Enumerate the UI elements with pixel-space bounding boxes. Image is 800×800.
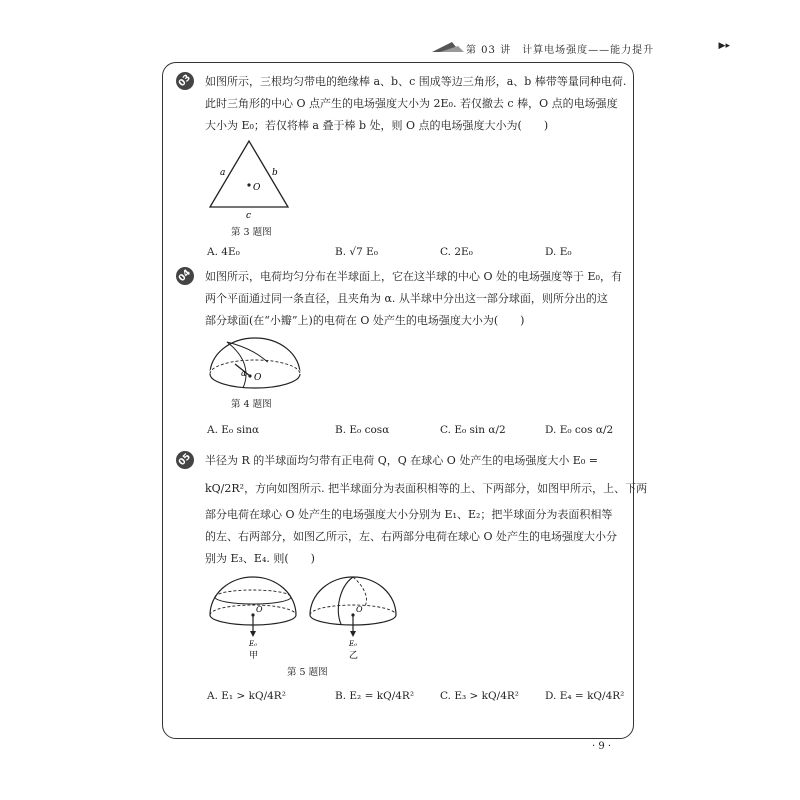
question-5-option-d[interactable]: D. E₄ = kQ/4R² <box>545 690 625 702</box>
jia-label: 甲 <box>249 651 259 660</box>
question-4-option-d[interactable]: D. E₀ cos α/2 <box>545 424 614 436</box>
question-5-line-3: 部分电荷在球心 O 处产生的电场强度大小分别为 E₁、E₂；把半球面分为表面积相等 <box>205 508 613 521</box>
question-3-line-3: 大小为 E₀；若仅将棒 a 叠于棒 b 处，则 O 点的电场强度大小为( ) <box>205 119 549 132</box>
question-3-option-c[interactable]: C. 2E₀ <box>440 246 473 258</box>
question-4-option-a[interactable]: A. E₀ sinα <box>207 424 260 436</box>
question-5-option-c[interactable]: C. E₃ > kQ/4R² <box>440 690 519 702</box>
question-4-option-c[interactable]: C. E₀ sin α/2 <box>440 424 506 436</box>
question-5-option-b[interactable]: B. E₂ = kQ/4R² <box>335 690 415 702</box>
triangle-figure <box>200 135 300 220</box>
question-4-line-3: 部分球面(在“小瓣”上)的电荷在 O 处产生的电场强度大小为( ) <box>205 314 525 327</box>
question-5-line-4: 的左、右两部分，如图乙所示，左、右两部分电荷在球心 O 处产生的电场强度大小分 <box>205 530 618 543</box>
question-3-option-b[interactable]: B. √7 E₀ <box>335 246 378 258</box>
question-3-line-2: 此时三角形的中心 O 点产生的电场强度大小为 2E₀. 若仅撤去 c 棒，O 点的电场强度 <box>205 97 618 110</box>
question-5-line-1: 半径为 R 的半球面均匀带有正电荷 Q，Q 在球心 O 处产生的电场强度大小 E₀ = <box>205 454 598 467</box>
hemisphere-label-o: O <box>254 373 262 383</box>
hemisphere-yi-figure <box>305 575 400 660</box>
question-3-line-1: 如图所示，三根均匀带电的绝缘棒 a、b、c 围成等边三角形，a、b 棒带等量同种电荷. <box>205 75 627 88</box>
yi-label: 乙 <box>349 651 359 660</box>
question-number-badge: 04 <box>172 263 197 288</box>
figure-4-caption: 第 4 题图 <box>231 399 272 410</box>
figure-5-caption: 第 5 题图 <box>287 667 328 678</box>
question-4-line-1: 如图所示，电荷均匀分布在半球面上，它在这半球的中心 O 处的电场强度等于 E₀，有 <box>205 270 622 283</box>
page-number: · 9 · <box>592 741 612 752</box>
hemisphere-label-alpha: α <box>241 369 247 378</box>
figure-3-caption: 第 3 题图 <box>231 227 272 238</box>
triangle-label-c: c <box>246 211 252 220</box>
question-5-option-a[interactable]: A. E₁ > kQ/4R² <box>207 690 286 702</box>
triangle-label-o: O <box>253 183 261 193</box>
question-3-option-d[interactable]: D. E₀ <box>545 246 572 258</box>
jia-label-e0: E₀ <box>249 640 257 648</box>
yi-label-e0: E₀ <box>349 640 357 648</box>
triangle-label-b: b <box>272 168 278 178</box>
hemisphere-figure <box>205 336 305 394</box>
header-decoration-icon <box>430 38 464 54</box>
question-5-line-2: kQ/2R²，方向如图所示. 把半球面分为表面积相等的上、下两部分，如图甲所示，上、下两 <box>205 482 648 495</box>
hemisphere-jia-figure <box>205 575 300 660</box>
question-4-option-b[interactable]: B. E₀ cosα <box>335 424 390 436</box>
header-arrows-icon: ▶▸ <box>718 41 730 51</box>
question-number-badge: 03 <box>172 68 197 93</box>
jia-label-o: O <box>256 605 263 614</box>
question-4-line-2: 两个平面通过同一条直径，且夹角为 α. 从半球中分出这一部分球面，则所分出的这 <box>205 292 608 305</box>
question-number-badge: 05 <box>172 447 197 472</box>
yi-label-o: O <box>356 605 363 614</box>
triangle-label-a: a <box>220 168 226 178</box>
question-3-option-a[interactable]: A. 4E₀ <box>207 246 240 258</box>
question-5-line-5: 别为 E₃、E₄. 则( ) <box>205 552 315 565</box>
page-header <box>430 38 730 56</box>
header-title: 第 03 讲 计算电场强度——能力提升 <box>466 45 655 56</box>
